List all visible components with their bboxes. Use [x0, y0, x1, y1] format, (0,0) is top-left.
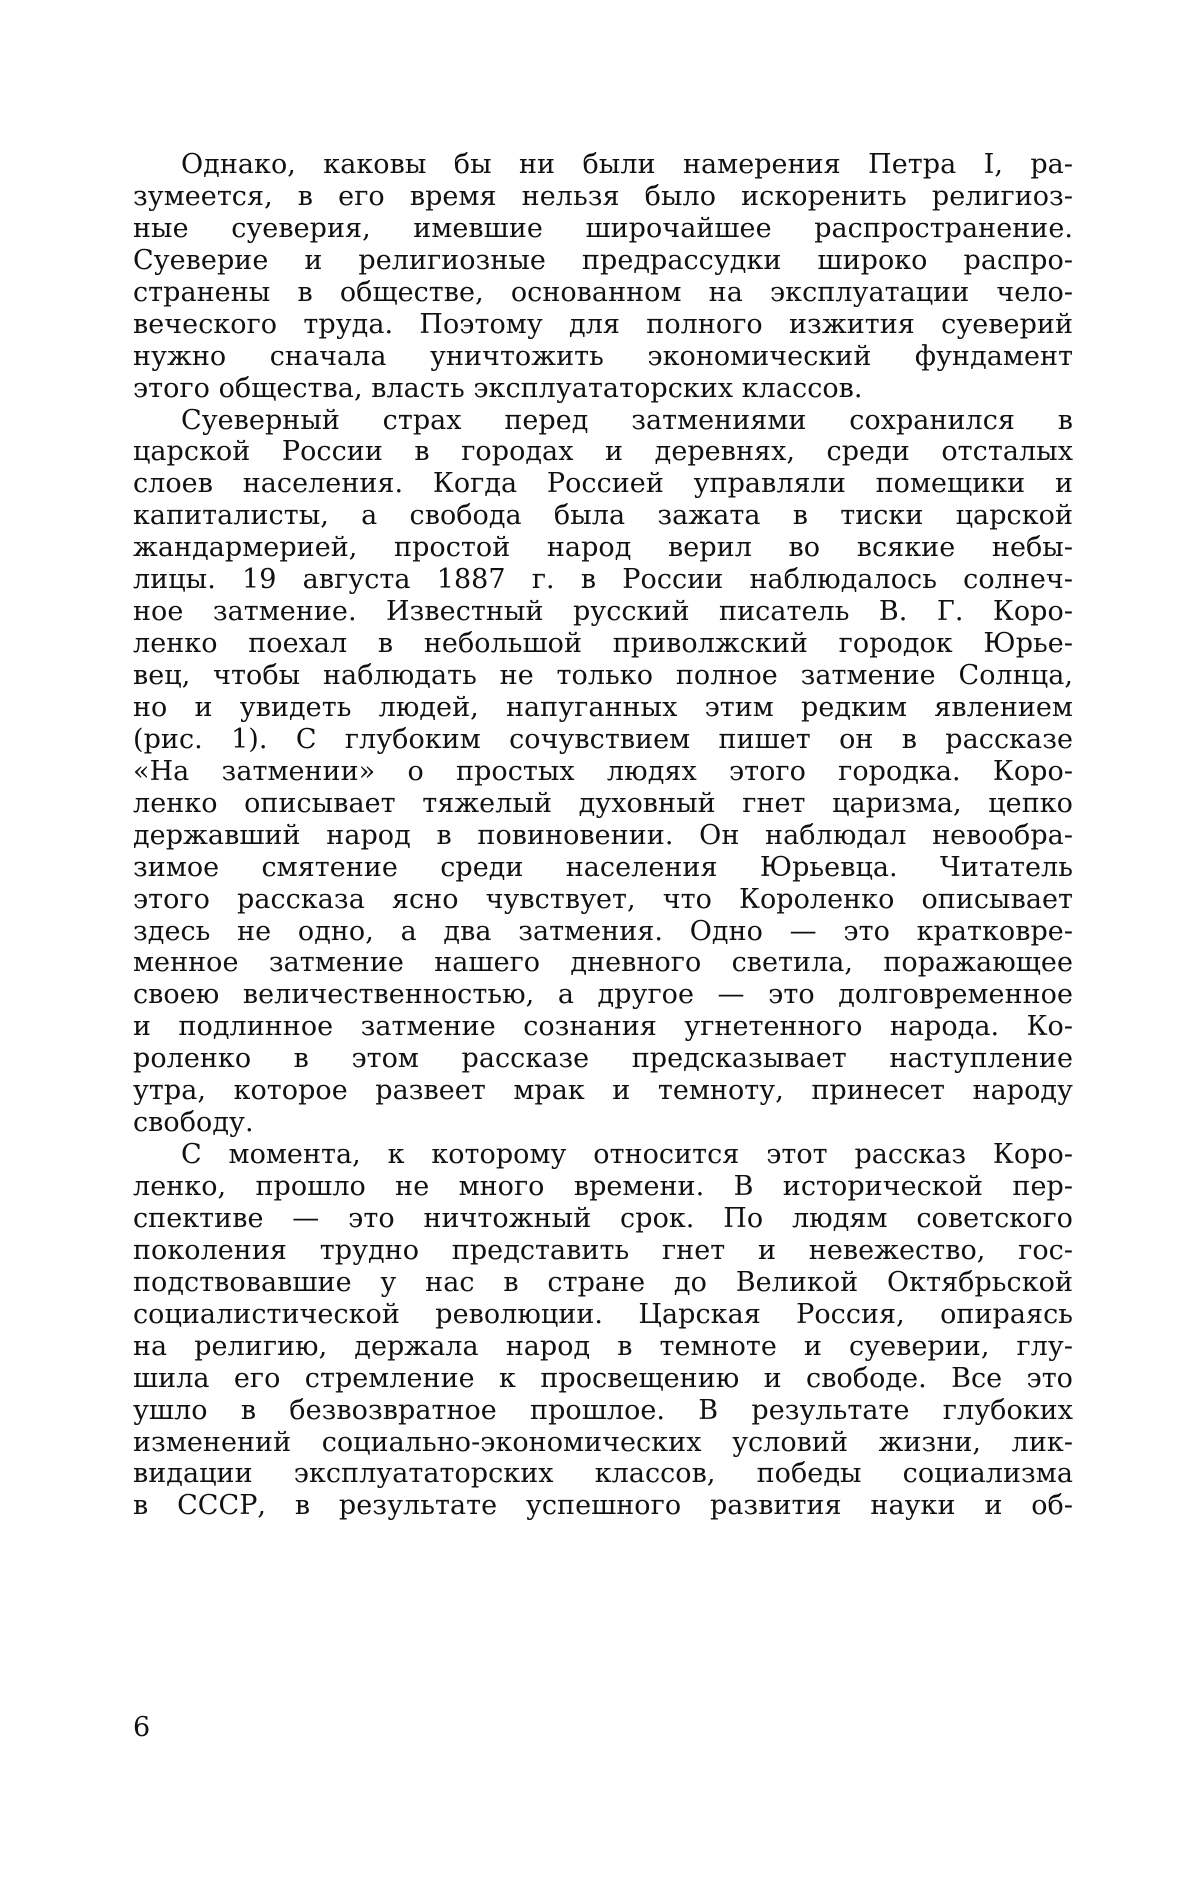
- text-line: социалистической революции. Царская Россия, опираясь: [133, 1298, 1073, 1330]
- text-line: веческого труда. Поэтому для полного изжития суеверий: [133, 308, 1073, 340]
- text-line: спективе — это ничтожный срок. По людям советского: [133, 1202, 1073, 1234]
- text-line: нужно сначала уничтожить экономический фундамент: [133, 340, 1073, 372]
- text-line: С момента, к которому относится этот рассказ Коро-: [181, 1139, 1073, 1171]
- text-line: Однако, каковы бы ни были намерения Петра I, ра-: [181, 149, 1073, 180]
- text-line: в СССР, в результате успешного развития науки и об-: [133, 1490, 1073, 1522]
- text-line: Суеверный страх перед затмениями сохранился в: [181, 404, 1073, 436]
- text-line: своею величественностью, а другое — это долговременное: [133, 979, 1073, 1011]
- text-line: ленко поехал в небольшой приволжский городок Юрье-: [133, 628, 1073, 660]
- text-line: но и увидеть людей, напуганных этим редким явлением: [133, 691, 1073, 723]
- text-line: свободу.: [133, 1107, 254, 1139]
- text-line: державший народ в повиновении. Он наблюдал невообра-: [133, 819, 1073, 851]
- paragraph: [133, 405, 1073, 1140]
- text-line: вец, чтобы наблюдать не только полное затмение Солнца,: [133, 660, 1073, 691]
- text-line: шила его стремление к просвещению и свободе. Все это: [133, 1362, 1073, 1394]
- text-line: зумеется, в его время нельзя было искоренить религиоз-: [133, 180, 1073, 212]
- text-line: странены в обществе, основанном на эксплуатации чело-: [133, 276, 1073, 308]
- text-line: здесь не одно, а два затмения. Одно — это кратковре-: [133, 915, 1073, 947]
- text-line: жандармерией, простой народ верил во всякие небы-: [133, 532, 1073, 564]
- paragraph: [133, 1139, 1073, 1522]
- text-line: царской России в городах и деревнях, среди отсталых: [133, 436, 1073, 468]
- text-line: ленко описывает тяжелый духовный гнет царизма, цепко: [133, 787, 1073, 819]
- text-line: на религию, держала народ в темноте и суеверии, глу-: [133, 1330, 1073, 1362]
- text-line: зимое смятение среди населения Юрьевца. Читатель: [133, 851, 1073, 883]
- text-line: ные суеверия, имевшие широчайшее распространение.: [133, 212, 1073, 244]
- text-line: изменений социально-экономических условий жизни, лик-: [133, 1426, 1073, 1458]
- paragraph: [133, 149, 1073, 405]
- text-line: видации эксплуататорских классов, победы социализма: [133, 1458, 1073, 1490]
- text-line: этого общества, власть эксплуататорских классов.: [133, 372, 863, 404]
- text-line: (рис. 1). С глубоким сочувствием пишет он в рассказе: [133, 723, 1073, 755]
- text-line: менное затмение нашего дневного светила, поражающее: [133, 947, 1073, 979]
- text-line: слоев населения. Когда Россией управляли помещики и: [133, 468, 1073, 500]
- text-line: капиталисты, а свобода была зажата в тиски царской: [133, 500, 1073, 532]
- text-line: ушло в безвозвратное прошлое. В результате глубоких: [133, 1394, 1073, 1426]
- text-line: поколения трудно представить гнет и невежество, гос-: [133, 1234, 1073, 1266]
- text-line: ное затмение. Известный русский писатель В. Г. Коро-: [133, 596, 1073, 628]
- page-number: 6: [133, 1712, 151, 1743]
- text-line: «На затмении» о простых людях этого городка. Коро-: [133, 755, 1073, 787]
- text-line: лицы. 19 августа 1887 г. в России наблюдалось солнеч-: [133, 564, 1073, 596]
- text-line: роленко в этом рассказе предсказывает наступление: [133, 1043, 1073, 1075]
- text-line: утра, которое развеет мрак и темноту, принесет народу: [133, 1075, 1073, 1107]
- body-text: [133, 149, 1073, 1522]
- text-line: Суеверие и религиозные предрассудки широко распро-: [133, 244, 1073, 276]
- text-line: подствовавшие у нас в стране до Великой Октябрьской: [133, 1266, 1073, 1298]
- text-line: ленко, прошло не много времени. В исторической пер-: [133, 1171, 1073, 1202]
- text-line: этого рассказа ясно чувствует, что Короленко описывает: [133, 883, 1073, 915]
- text-line: и подлинное затмение сознания угнетенного народа. Ко-: [133, 1011, 1073, 1043]
